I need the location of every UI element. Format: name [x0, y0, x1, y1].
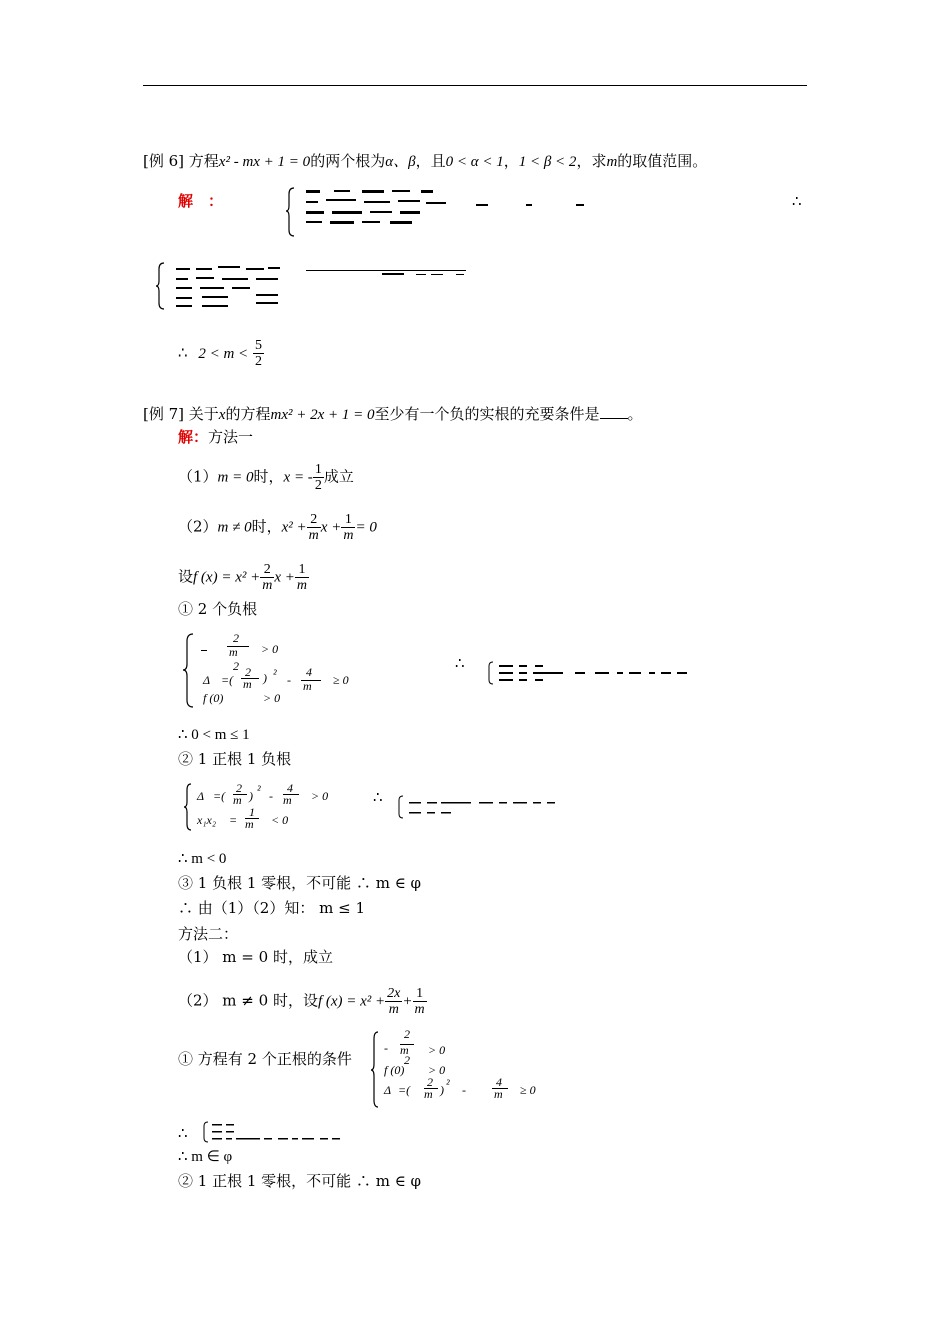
ex7-case1: （1）m = 0时，x = - $\frac{1}{2}$ 成立 [178, 462, 354, 493]
svg-text:x₁x₂: x₁x₂ [197, 813, 216, 827]
svg-text:): ) [440, 1083, 444, 1097]
svg-text:4: 4 [287, 781, 293, 795]
ex7-mid: 的方程 [225, 405, 271, 423]
svg-text:> 0: > 0 [261, 642, 279, 656]
ex7-m2-s2: ② 1 正根 1 零根，不可能 ∴ m ∈ φ [178, 1172, 422, 1190]
svg-text:2: 2 [245, 665, 251, 679]
svg-text:> 0: > 0 [428, 1063, 446, 1077]
svg-text:): ) [249, 789, 253, 803]
ex6-title: [例 6] 方程 [143, 152, 219, 170]
svg-text:m: m [400, 1043, 409, 1057]
ex7-m2-s1: ① 方程有 2 个正根的条件 [178, 1050, 352, 1068]
svg-text:< 0: < 0 [271, 813, 289, 827]
ex6-result [178, 338, 264, 369]
ex6-title-line: [例 6] 方程x² - mx + 1 = 0的两个根为α、β，且0 < α < 1，1 < β < 2，求m的取值范围。 [143, 152, 708, 170]
ex7-s3: ③ 1 负根 1 零根，不可能 ∴ m ∈ φ [178, 874, 422, 892]
ex6-tail: 的取值范围。 [617, 152, 708, 170]
svg-text:m: m [243, 677, 252, 691]
svg-text:m: m [283, 793, 292, 807]
ex7-system-image-3 [183, 632, 713, 710]
svg-text:2: 2 [404, 1053, 410, 1067]
ex7-m2-case1: （1） m = 0 时，成立 [178, 948, 333, 966]
svg-text:-: - [462, 1083, 466, 1097]
svg-text:4: 4 [306, 665, 312, 679]
svg-text:-: - [384, 1041, 388, 1055]
svg-text:∴: ∴ [455, 654, 465, 672]
ex6-cond1: 0 < α < 1 [445, 154, 504, 170]
svg-text:≥ 0: ≥ 0 [333, 673, 349, 687]
ex6-mid: 的两个根为 [310, 152, 386, 170]
svg-text:f (0): f (0) [203, 691, 224, 705]
svg-text:²: ² [273, 667, 277, 681]
svg-text:-: - [287, 673, 291, 687]
ex6-system-image-2 [156, 260, 496, 312]
svg-text:2: 2 [233, 659, 239, 673]
ex6-result-prefix: 2 < m < [198, 345, 249, 362]
ex7-m2-case2: （2） m ≠ 0 时，设f (x) = x² + $\frac{2x}{m}$ + $\frac{1}{m}$ [178, 986, 425, 1017]
svg-text:Δ: Δ [203, 673, 211, 687]
ex6-roots: α、β [385, 154, 416, 170]
ex6-ask: ，求 [576, 152, 607, 170]
ex6-system-image-1 [286, 184, 666, 238]
svg-text:> 0: > 0 [311, 789, 329, 803]
svg-text:m: m [424, 1087, 433, 1101]
svg-text:m: m [229, 645, 238, 659]
svg-text:m: m [245, 817, 254, 831]
ex7-tail: 至少有一个负的实根的充要条件是 [374, 405, 600, 423]
ex7-s2-result: ∴ m < 0 [178, 851, 227, 867]
svg-text:=(: =( [398, 1083, 411, 1097]
svg-text:4: 4 [496, 1075, 502, 1089]
ex7-system-image-5 [370, 1030, 570, 1110]
ex7-title: [例 7] 关于 [143, 405, 219, 423]
ex7-equation: mx² + 2x + 1 = 0 [270, 407, 375, 423]
ex6-cond-lead: ，且 [415, 152, 446, 170]
svg-text:2: 2 [427, 1075, 433, 1089]
svg-text:Δ: Δ [384, 1083, 392, 1097]
svg-text:f (0): f (0) [384, 1063, 405, 1077]
ex6-therefore-1: ∴ [792, 192, 802, 210]
svg-text:=(: =( [213, 789, 226, 803]
svg-text:≥ 0: ≥ 0 [520, 1083, 536, 1097]
ex7-jie: 解： [178, 428, 209, 446]
svg-text:2: 2 [404, 1030, 410, 1041]
svg-text:-: - [269, 789, 273, 803]
ex7-title-line: [例 7] 关于x的方程mx² + 2x + 1 = 0至少有一个负的实根的充要条件是 。 [143, 405, 643, 423]
ex7-jie-line [178, 428, 253, 446]
ex7-set-f: 设f (x) = x² + $\frac{2}{m}$ x + $\frac{1}{m}$ [178, 562, 308, 593]
ex6-cond2: 1 < β < 2 [518, 154, 577, 170]
ex6-equation: x² - mx + 1 = 0 [218, 154, 311, 170]
ex7-s2-heading: ② 1 正根 1 负根 [178, 750, 292, 768]
ex7-s1-heading: ① 2 个负根 [178, 600, 258, 618]
svg-text:> 0: > 0 [428, 1043, 446, 1057]
svg-text:=(: =( [221, 673, 234, 687]
header-rule [143, 85, 807, 86]
svg-text:²: ² [446, 1077, 450, 1091]
ex7-conclusion: ∴ 由（1）（2）知： m ≤ 1 [178, 899, 365, 917]
ex7-m2-s1-result: ∴ m ∈ φ [178, 1149, 233, 1165]
svg-text:=: = [229, 813, 238, 827]
ex7-var-x: x [218, 407, 226, 423]
ex6-var: m [606, 154, 618, 170]
svg-text:> 0: > 0 [263, 691, 281, 705]
ex7-method1: 方法一 [208, 428, 254, 446]
svg-text:2: 2 [236, 781, 242, 795]
ex7-answer-blank [600, 404, 628, 419]
ex6-therefore-2: ∴ [178, 343, 188, 362]
ex6-jie: 解 ： [178, 192, 224, 210]
ex7-system-image-6 [200, 1120, 350, 1146]
svg-text:): ) [263, 671, 267, 685]
ex7-method2: 方法二： [178, 925, 239, 943]
svg-text:m: m [303, 679, 312, 693]
svg-text:∴: ∴ [373, 788, 383, 806]
svg-text:²: ² [257, 783, 261, 797]
svg-text:1: 1 [249, 805, 255, 819]
ex6-result-frac: $\frac{5}{2}$ [254, 338, 262, 369]
ex7-m2-therefore: ∴ [178, 1124, 188, 1142]
svg-text:Δ: Δ [197, 789, 205, 803]
svg-text:m: m [494, 1087, 503, 1101]
svg-text:2: 2 [233, 632, 239, 645]
svg-text:m: m [233, 793, 242, 807]
ex7-case2: （2）m ≠ 0时，x² + $\frac{2}{m}$ x + $\frac{1}{m}$ = 0 [178, 512, 377, 543]
ex7-s1-result: ∴ 0 < m ≤ 1 [178, 727, 250, 743]
ex7-system-image-4 [183, 780, 583, 836]
